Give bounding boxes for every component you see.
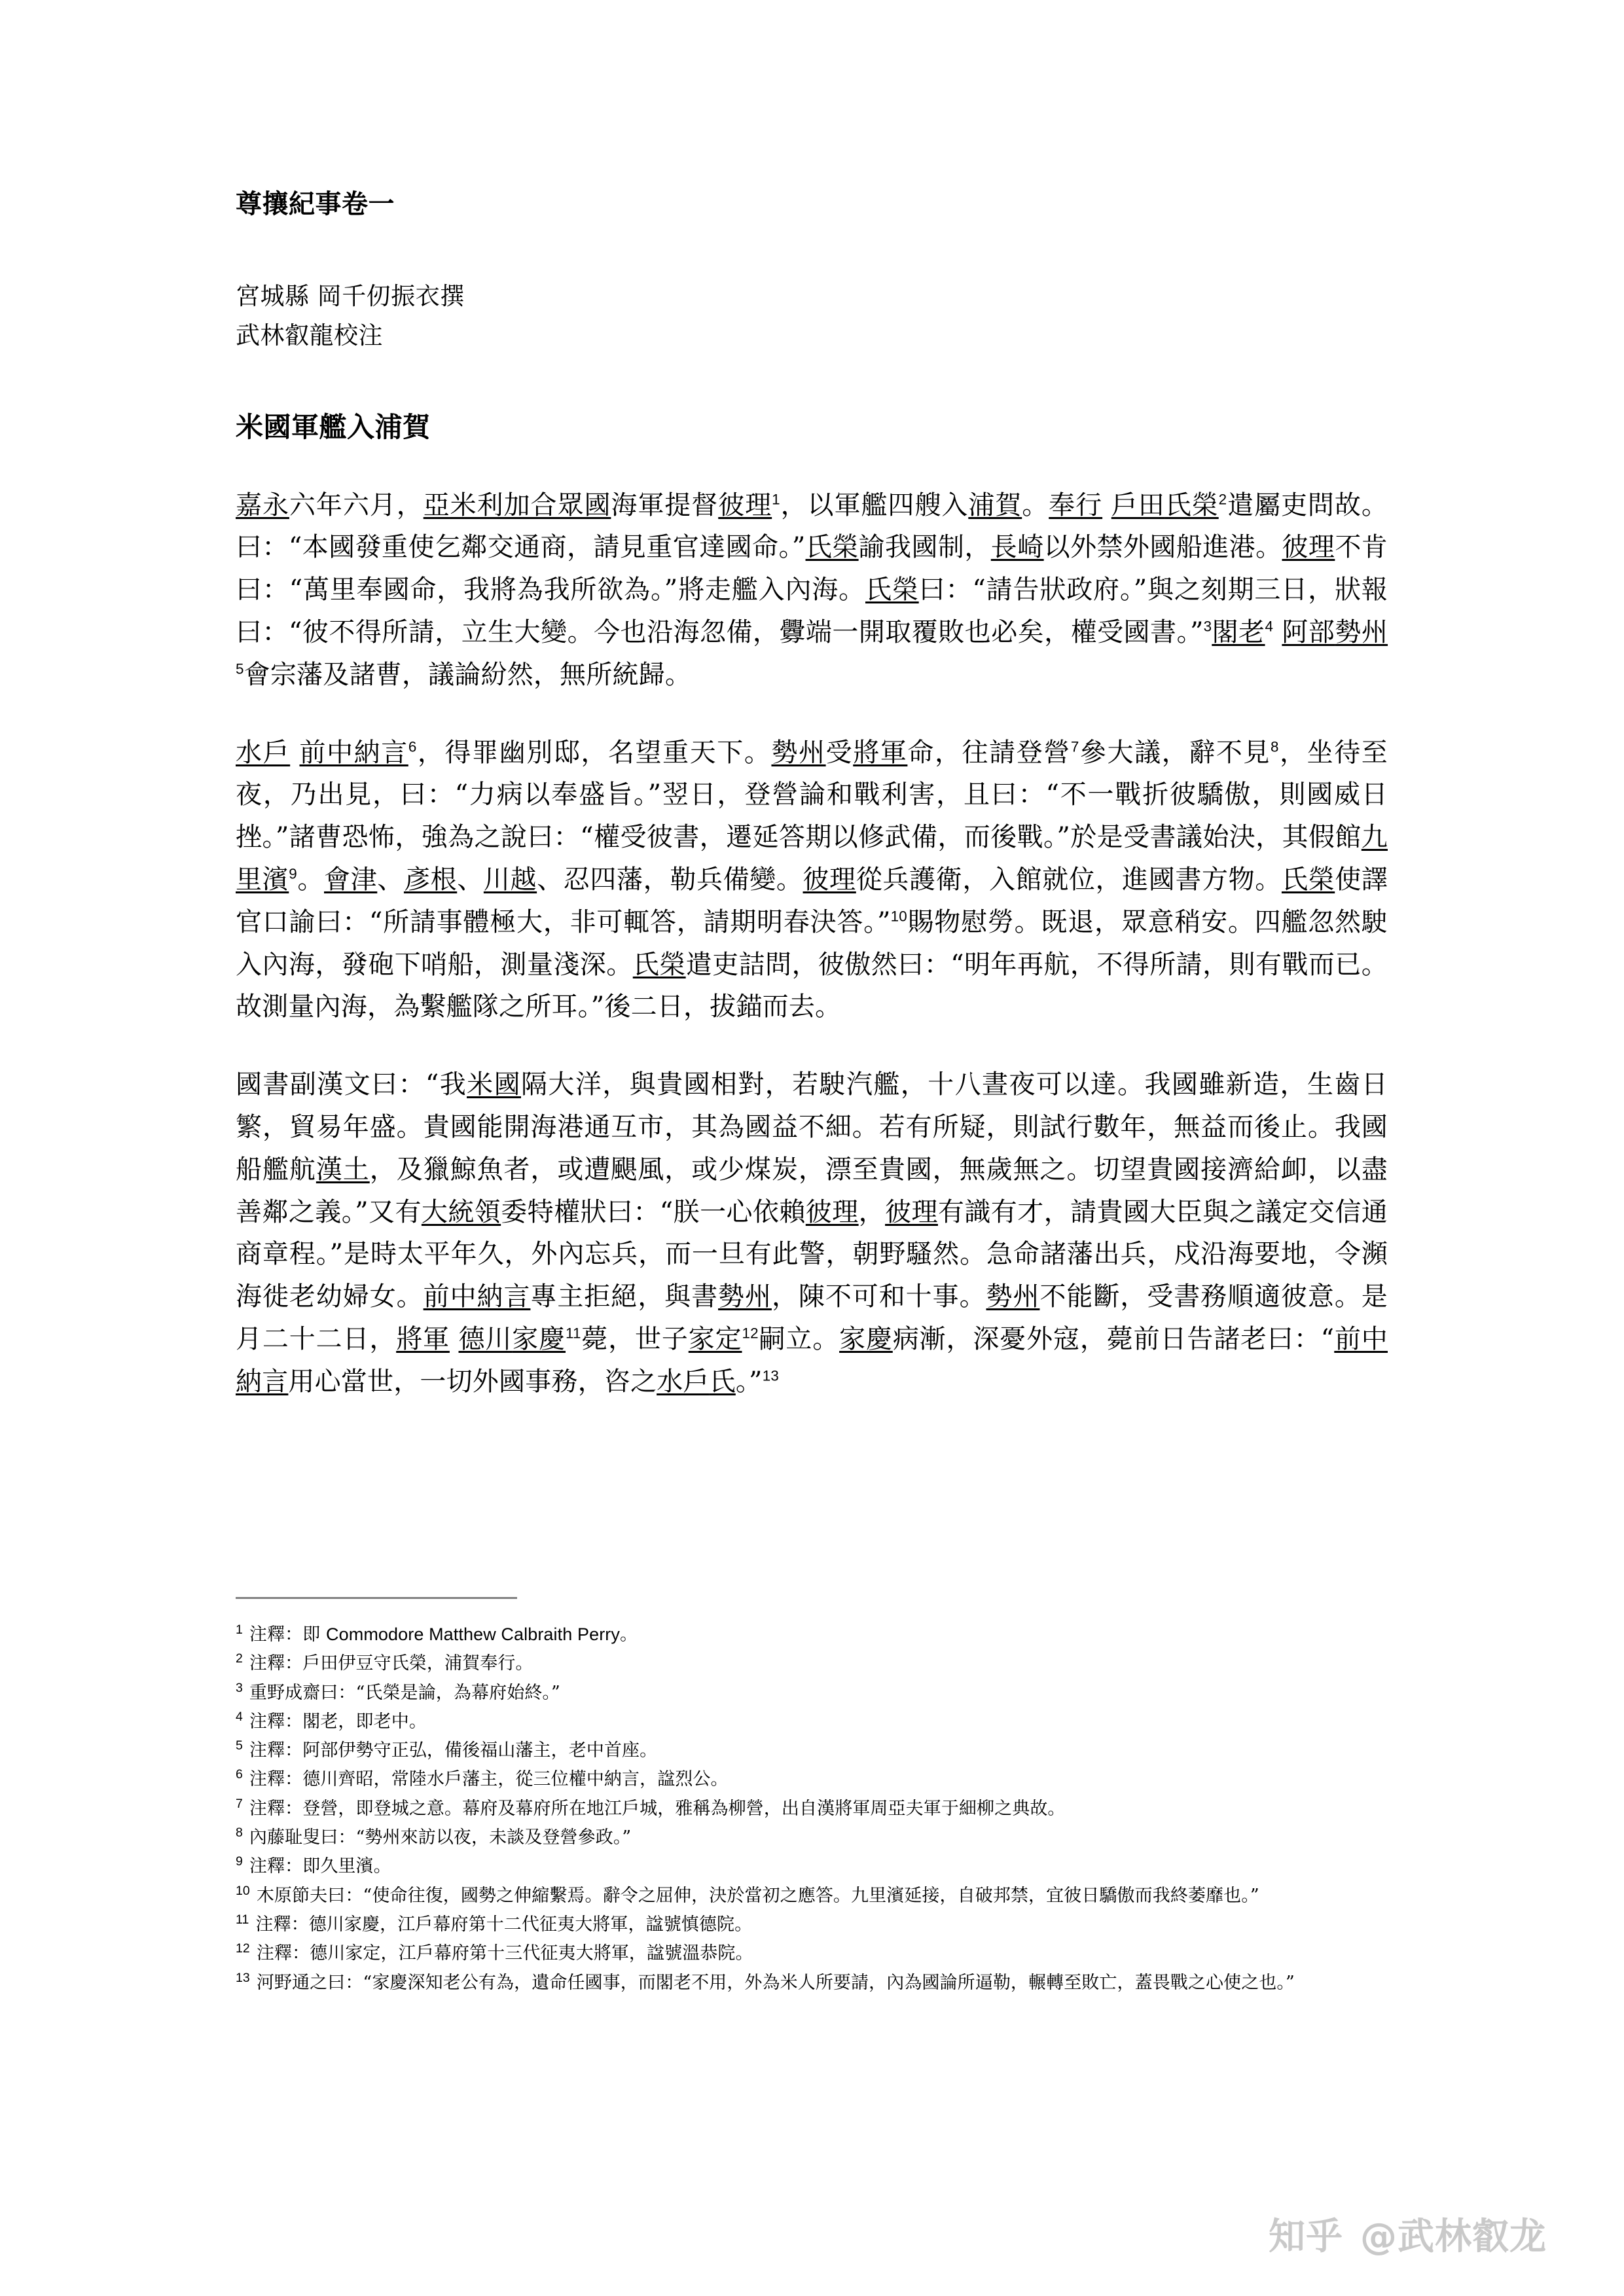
footnote-ref[interactable]: 2 <box>1218 491 1227 508</box>
footnote-number: 1 <box>236 1623 243 1637</box>
footnote-number: 3 <box>236 1680 243 1695</box>
proper-noun: 大統領 <box>421 1196 501 1227</box>
byline-author: 宮城縣 岡千仞振衣撰 <box>236 282 465 310</box>
proper-noun: 阿部勢州 <box>1282 617 1388 647</box>
proper-noun: 川越 <box>483 864 537 895</box>
footnote-item <box>236 1708 1479 1735</box>
proper-noun: 家慶 <box>512 1323 566 1354</box>
footnote-text: 注釋：登營，即登城之意。幕府及幕府所在地江戶城，雅稱為柳營，出自漢將軍周亞夫軍于細柳之典故。 <box>249 1798 1066 1819</box>
proper-noun: 彥根 <box>403 864 458 895</box>
proper-noun: 彼理 <box>805 1196 859 1227</box>
footnote-number: 5 <box>236 1738 243 1753</box>
footnote-text: 注釋：閣老，即老中。 <box>249 1711 427 1732</box>
proper-noun: 氏榮 <box>1164 490 1219 520</box>
footnote-text: 內藤耻叟曰：“勢州來訪以夜，未談及登營參政。” <box>249 1827 632 1848</box>
footnote-separator-rule <box>236 1597 517 1599</box>
footnote-number: 6 <box>236 1767 243 1782</box>
document-body <box>236 187 1388 1429</box>
proper-noun: 彼理 <box>885 1196 938 1227</box>
footnote-ref[interactable]: 8 <box>1271 738 1279 755</box>
footnote-item <box>236 1795 1479 1822</box>
footnote-ref[interactable]: 11 <box>565 1325 581 1342</box>
proper-noun: 水戶 <box>236 737 291 768</box>
proper-noun: 米國 <box>467 1069 521 1100</box>
proper-noun: 將軍 <box>396 1323 450 1354</box>
byline-annotator: 武林叡龍校注 <box>236 321 383 350</box>
proper-noun: 水戶氏 <box>657 1366 736 1397</box>
section-heading: 米國軍艦入浦賀 <box>236 410 431 443</box>
proper-noun: 德川家慶 <box>458 1323 566 1354</box>
footnote-item <box>236 1882 1479 1909</box>
footnote-list <box>236 1621 1479 1996</box>
proper-noun: 九里濱 <box>236 822 1388 895</box>
footnote-text: 注釋：德川家慶，江戶幕府第十二代征夷大將軍，諡號慎德院。 <box>255 1914 753 1935</box>
footnote-text: 木原節夫曰：“使命往復，國勢之伸縮繫焉。辭令之屈伸，決於當初之應答。九里濱延接，自破邦禁，宜彼日驕傲而我終萎靡也。” <box>256 1885 1259 1906</box>
footnote-item <box>236 1737 1479 1764</box>
footnote-item <box>236 1824 1479 1851</box>
footnote-ref[interactable]: 3 <box>1203 618 1212 635</box>
footnote-ref[interactable]: 1 <box>772 491 780 508</box>
footnote-item <box>236 1650 1479 1677</box>
proper-noun: 彼理 <box>718 490 772 520</box>
proper-noun: 前中納言 <box>423 1282 531 1312</box>
proper-noun: 勢州 <box>718 1282 772 1312</box>
proper-noun: 勢州 <box>771 737 826 768</box>
paragraph-2: 水戶 前中納言$^6$，得罪幽別邸，名望重天下。勢州受將軍命，往請登營$^7$參大議，辭不見$^8$，坐待至夜，乃出見，曰：“力病以奉盛旨。”翌日，登營論和戰利害，且曰：“不一戰折彼驕傲，則國威日挫。”諸曹恐怖，強為之說曰：“權受彼書，遷延答期以修武備，而後戰。”於是受書議始決，其假館九里濱$^9$。會津、彥根、川越、忍四藩，勒兵備變。彼理從兵護衛，入館就位，進國書方物。氏榮使譯官口諭曰：“所請事體極大，非可輒答，請期明春決答。”$^{10}$賜物慰勞。既退，眾意稍安。四艦忽然駛入內海，發砲下哨船，測量淺深。氏榮遣吏詰問，彼傲然曰：“明年再航，不得所請，則有戰而已。故測量內海，為繫艦隊之所耳。”後二日，拔錨而去。 <box>236 737 1388 1022</box>
footnote-ref[interactable]: 5 <box>236 660 244 677</box>
proper-noun <box>467 1069 521 1100</box>
proper-noun: 前中納言 <box>236 1323 1388 1397</box>
footnote-text: 重野成齋曰：“氏榮是論，為幕府始終。” <box>249 1682 560 1703</box>
proper-noun: 彼理 <box>1282 532 1335 563</box>
watermark-handle: @武林叡龙 <box>1360 2215 1547 2258</box>
footnote-number: 12 <box>236 1941 250 1956</box>
proper-noun: 會津 <box>324 864 378 895</box>
footnote-text: 注釋：即 Commodore Matthew Calbraith Perry。 <box>249 1624 638 1645</box>
proper-noun: 漢土 <box>316 1154 370 1185</box>
footnote-ref[interactable]: 4 <box>1265 618 1274 635</box>
watermark <box>1269 2208 1547 2260</box>
paragraph-1: 嘉永六年六月，亞米利加合眾國海軍提督彼理$^1$，以軍艦四艘入浦賀。奉行 戶田氏榮$^2$遣屬吏問故。曰：“本國發重使乞鄰交通商，請見重官達國命。”氏榮諭我國制，長崎以外禁外國船進港。彼理不肯曰：“萬里奉國命，我將為我所欲為。”將走艦入內海。氏榮曰：“請告狀政府。”與之刻期三日，狀報曰：“彼不得所請，立生大變。今也沿海忽備，釁端一開取覆敗也必矣，權受國書。”$^3$閣老$^4$ 阿部勢州$^5$會宗藩及諸曹，議論紛然，無所統歸。 <box>236 490 1388 690</box>
watermark-brand: 知乎 <box>1269 2215 1343 2258</box>
proper-noun: 氏榮 <box>632 949 686 980</box>
footnote-ref[interactable]: 7 <box>1070 738 1079 755</box>
page-title: 尊攘紀事卷一 <box>236 188 395 219</box>
proper-noun: 氏榮 <box>1281 864 1335 895</box>
proper-noun: 勢州 <box>1335 617 1388 647</box>
footnote-text: 注釋：戶田伊豆守氏榮，浦賀奉行。 <box>249 1653 533 1674</box>
proper-noun: 亞米利加合眾國 <box>423 490 611 520</box>
proper-noun: 水戶 <box>657 1366 710 1397</box>
footnote-number: 10 <box>236 1883 250 1898</box>
footnote-text: 注釋：阿部伊勢守正弘，備後福山藩主，老中首座。 <box>249 1740 658 1761</box>
footnote-ref[interactable]: 6 <box>408 738 417 755</box>
proper-noun: 勢州 <box>986 1282 1040 1312</box>
footnote-number: 11 <box>236 1912 249 1927</box>
byline-block <box>236 277 1388 355</box>
proper-noun: 戶田氏榮 <box>1111 490 1219 520</box>
footnotes-section <box>236 1597 1479 1998</box>
proper-noun: 彼理 <box>803 864 856 895</box>
proper-noun: 嘉永 <box>236 490 289 520</box>
proper-noun: 家定 <box>688 1323 742 1354</box>
footnote-number: 7 <box>236 1796 243 1811</box>
footnote-item <box>236 1853 1479 1880</box>
footnote-number: 9 <box>236 1854 243 1869</box>
footnote-item <box>236 1911 1479 1938</box>
footnote-ref[interactable]: 9 <box>289 865 297 882</box>
proper-noun: 前中納言 <box>299 737 408 768</box>
footnote-text: 注釋：德川齊昭，常陸水戶藩主，從三位權中納言，諡烈公。 <box>249 1769 729 1790</box>
footnote-item <box>236 1679 1479 1706</box>
footnote-item <box>236 1766 1479 1793</box>
proper-noun: 奉行 <box>1049 490 1103 520</box>
footnote-item <box>236 1940 1479 1967</box>
footnote-latin-text: Commodore Matthew Calbraith Perry <box>326 1624 620 1644</box>
footnote-number: 4 <box>236 1709 243 1724</box>
proper-noun: 長崎 <box>990 532 1044 563</box>
proper-noun: 家慶 <box>839 1323 893 1354</box>
footnote-text: 河野通之曰：“家慶深知老公有為，遺命任國事，而閣老不用，外為米人所要請，內為國論所逼勒，輾轉至敗亡，蓋畏戰之心使之也。” <box>256 1972 1295 1993</box>
footnote-text: 注釋：即久里濱。 <box>249 1856 391 1877</box>
footnote-item <box>236 1621 1479 1648</box>
proper-noun: 將軍 <box>853 737 908 768</box>
footnote-ref[interactable]: 13 <box>762 1367 779 1384</box>
footnote-number: 13 <box>236 1970 250 1985</box>
proper-noun: 氏榮 <box>865 575 919 605</box>
footnote-number: 8 <box>236 1825 243 1840</box>
proper-noun: 閣老 <box>1212 617 1265 647</box>
proper-noun: 浦賀 <box>968 490 1022 520</box>
footnote-text: 注釋：德川家定，江戶幕府第十三代征夷大將軍，諡號溫恭院。 <box>256 1943 753 1964</box>
paragraph-3: 國書副漢文曰：“我米國隔大洋，與貴國相對，若駛汽艦，十八晝夜可以達。我國雖新造，生齒日繁，貿易年盛。貴國能開海港通互市，其為國益不細。若有所疑，則試行數年，無益而後止。我國船艦航漢土，及獵鯨魚者，或遭颶風，或少煤炭，漂至貴國，無歲無之。切望貴國接濟給卹，以盡善鄰之義。”又有大統領委特權狀曰：“朕一心依賴彼理，彼理有識有才，請貴國大臣與之議定交信通商章程。”是時太平年久，外內忘兵，而一旦有此警，朝野騷然。急命諸藩出兵，戍沿海要地，令瀕海徙老幼婦女。前中納言專主拒絕，與書勢州，陳不可和十事。勢州不能斷，受書務順適彼意。是月二十二日，將軍 德川家慶$^{11}$薨，世子家定$^{12}$嗣立。家慶病漸，深憂外寇，薨前日告諸老曰：“前中納言用心當世，一切外國事務，咨之水戶氏。”$^{13}$ <box>236 1069 1388 1397</box>
proper-noun: 氏榮 <box>805 532 859 563</box>
footnote-ref[interactable]: 10 <box>890 908 907 925</box>
footnote-item <box>236 1969 1479 1996</box>
footnote-number: 2 <box>236 1651 243 1666</box>
footnote-ref[interactable]: 12 <box>742 1325 759 1342</box>
